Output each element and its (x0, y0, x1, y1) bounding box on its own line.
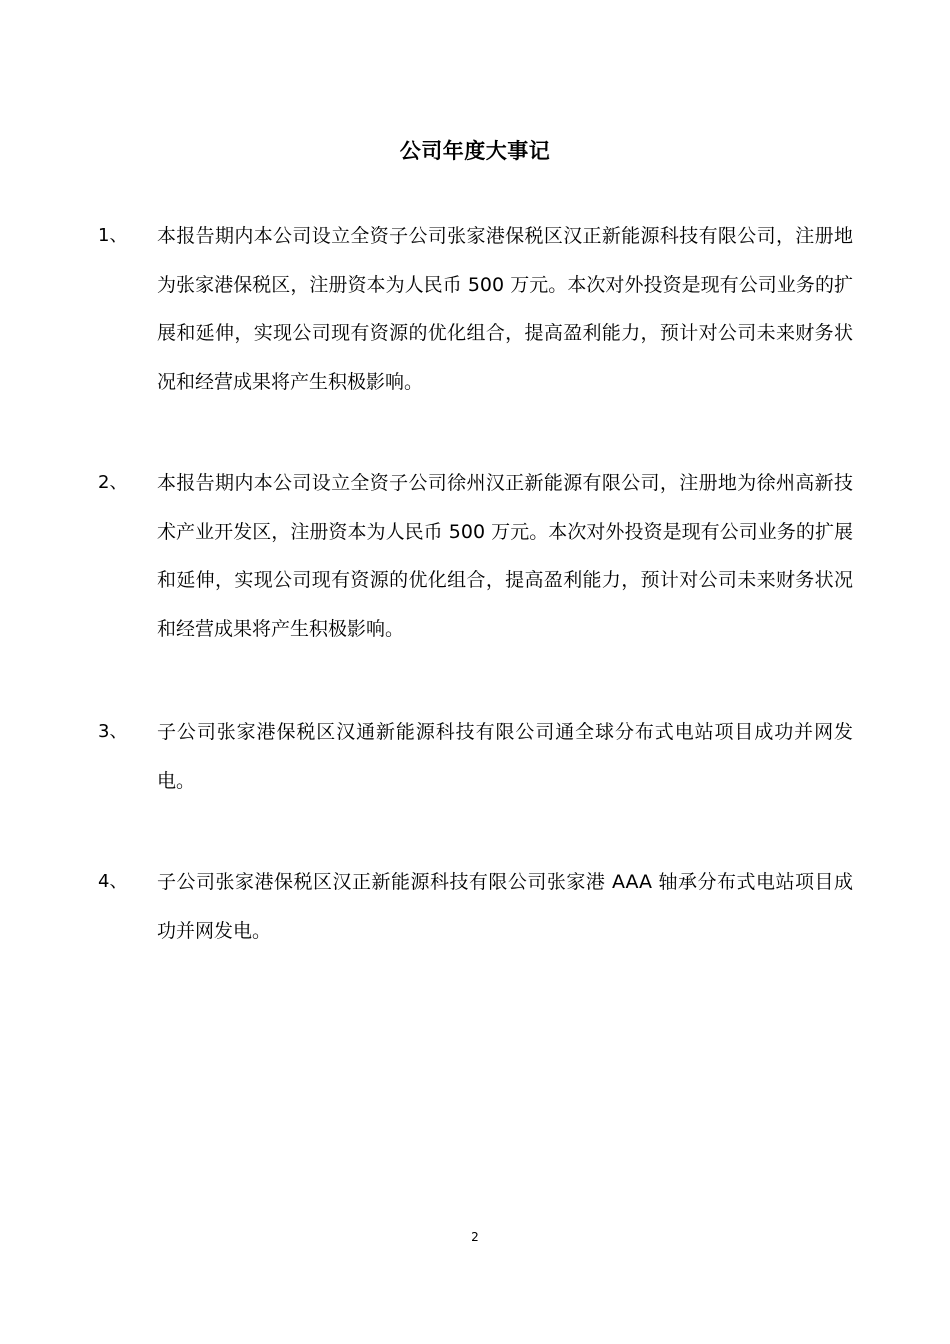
list-item-text: 本报告期内本公司设立全资子公司徐州汉正新能源有限公司，注册地为徐州高新技术产业开发区，注册资本为人民币 500 万元。本次对外投资是现有公司业务的扩展和延伸，实现公司现有资源的优化组合，提高盈利能力，预计对公司未来财务状况和经营成果将产生积极影响。 (157, 472, 853, 640)
list-item-text: 本报告期内本公司设立全资子公司张家港保税区汉正新能源科技有限公司，注册地为张家港保税区，注册资本为人民币 500 万元。本次对外投资是现有公司业务的扩展和延伸，实现公司现有资源的优化组合，提高盈利能力，预计对公司未来财务状况和经营成果将产生积极影响。 (157, 225, 853, 393)
list-item-number: 3、 (98, 721, 128, 742)
list-item-number: 2、 (98, 472, 128, 493)
list-item-number: 1、 (98, 225, 128, 246)
list-item-text: 子公司张家港保税区汉正新能源科技有限公司张家港 AAA 轴承分布式电站项目成功并网发电。 (157, 871, 853, 942)
list-item-text: 子公司张家港保税区汉通新能源科技有限公司通全球分布式电站项目成功并网发电。 (157, 721, 853, 792)
list-item-number: 4、 (98, 871, 128, 892)
page-title: 公司年度大事记 (399, 139, 551, 163)
page-number: 2 (471, 1230, 479, 1244)
